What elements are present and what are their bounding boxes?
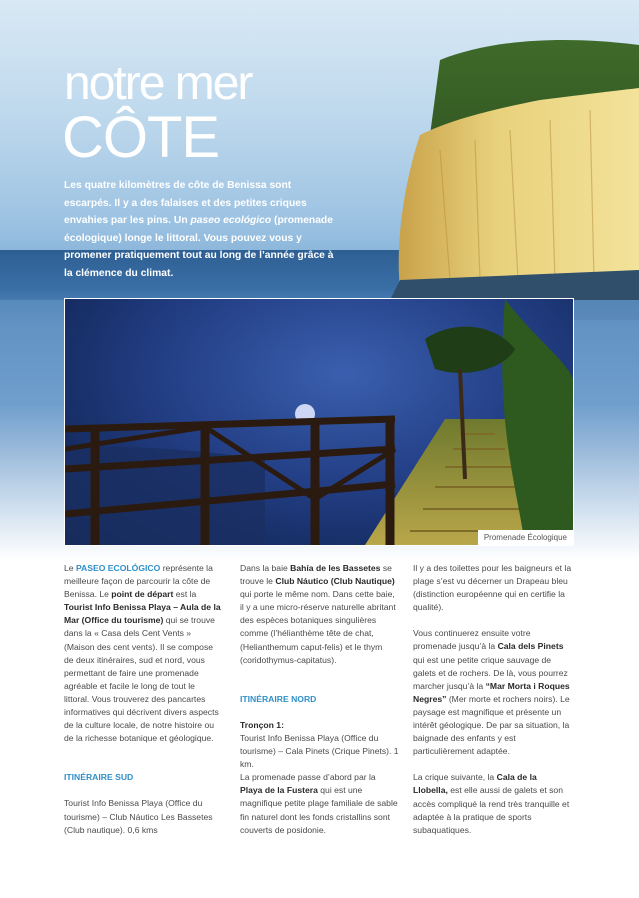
paragraph: Il y a des toilettes pour les baigneurs et la plage s’est vu décerner un Drapeau bleu (distinction européenne qui en certifie la qualité).: [413, 563, 572, 613]
paragraph: Tourist Info Benissa Playa (Office du tourisme) – Cala Pinets (Crique Pinets). 1 km.: [240, 732, 399, 770]
section-kicker: notre mer: [64, 57, 252, 110]
text-column-3: [413, 562, 573, 837]
promenade-photo: [64, 298, 574, 546]
page-title: CÔTE: [62, 105, 220, 170]
section-heading-nord: ITINÉRAIRE NORD: [240, 693, 317, 704]
photo-caption: Promenade Écologique: [478, 530, 573, 545]
paragraph: La crique suivante, la Cala de la Llobella, est elle aussi de galets et son accès compliqué la rend très tranquille et adaptée à la pratique de sports subaquatiques.: [413, 772, 570, 835]
paragraph: Vous continuerez ensuite votre promenade jusqu’à la Cala dels Pinets qui est une petite crique sauvage de galets et de rochers. De là, vous pourrez marcher jusqu’à la “Mar Morta i Roques Negres” (Mer morte et rochers noirs). Le paysage est magnifique et présente un intérêt géologique. De par sa situation, la baignade des enfants y est particulièrement adaptée.: [413, 628, 570, 757]
text-column-1: [64, 562, 222, 837]
cliff-illustration: [380, 40, 639, 320]
subheading: Tronçon 1:: [240, 719, 284, 730]
intro-paragraph: Les quatre kilomètres de côte de Benissa sont escarpés. Il y a des falaises et des petites criques envahies par les pins. Un paseo ecológico (promenade écologique) longe le littoral. Vous pouvez vous y promener pratiquement tout au long de l’année grâce à la clémence du climat.: [64, 180, 334, 279]
paragraph: Tourist Info Benissa Playa (Office du tourisme) – Club Náutico Les Bassetes (Club nautique). 0,6 kms: [64, 798, 213, 835]
text-column-2: [240, 562, 400, 837]
section-heading-sud: ITINÉRAIRE SUD: [64, 772, 134, 783]
paragraph: Le PASEO ECOLÓGICO représente la meilleure façon de parcourir la côte de Benissa. Le point de départ est la Tourist Info Benissa Playa – Aula de la Mar (Office du tourisme) qui se trouve dans la « Casa dels Cent Vents » (Maison des cent vents). Il se compose de deux itinéraires, sud et nord, vous permettant de faire une promenade agréable et facile le long de tout le littoral. Vous trouverez des pancartes informatives qui décrivent divers aspects de la culture locale, de notre histoire ou de la richesse botanique et géologique.: [64, 563, 221, 744]
paragraph: La promenade passe d’abord par la Playa de la Fustera qui est une magnifique petite plage familiale de sable fin naturel dont les fonds cristallins sont couverts de posidonie.: [240, 772, 398, 835]
paragraph: Dans la baie Bahía de les Bassetes se trouve le Club Náutico (Club Nautique) qui porte le même nom. Dans cette baie, il y a une micro-réserve naturelle abritant des espèces botaniques singulières comme (l’hélianthème tête de chat, (Helianthemum caput-felis) et le thym (coridothymus-capitatus).: [240, 563, 396, 665]
